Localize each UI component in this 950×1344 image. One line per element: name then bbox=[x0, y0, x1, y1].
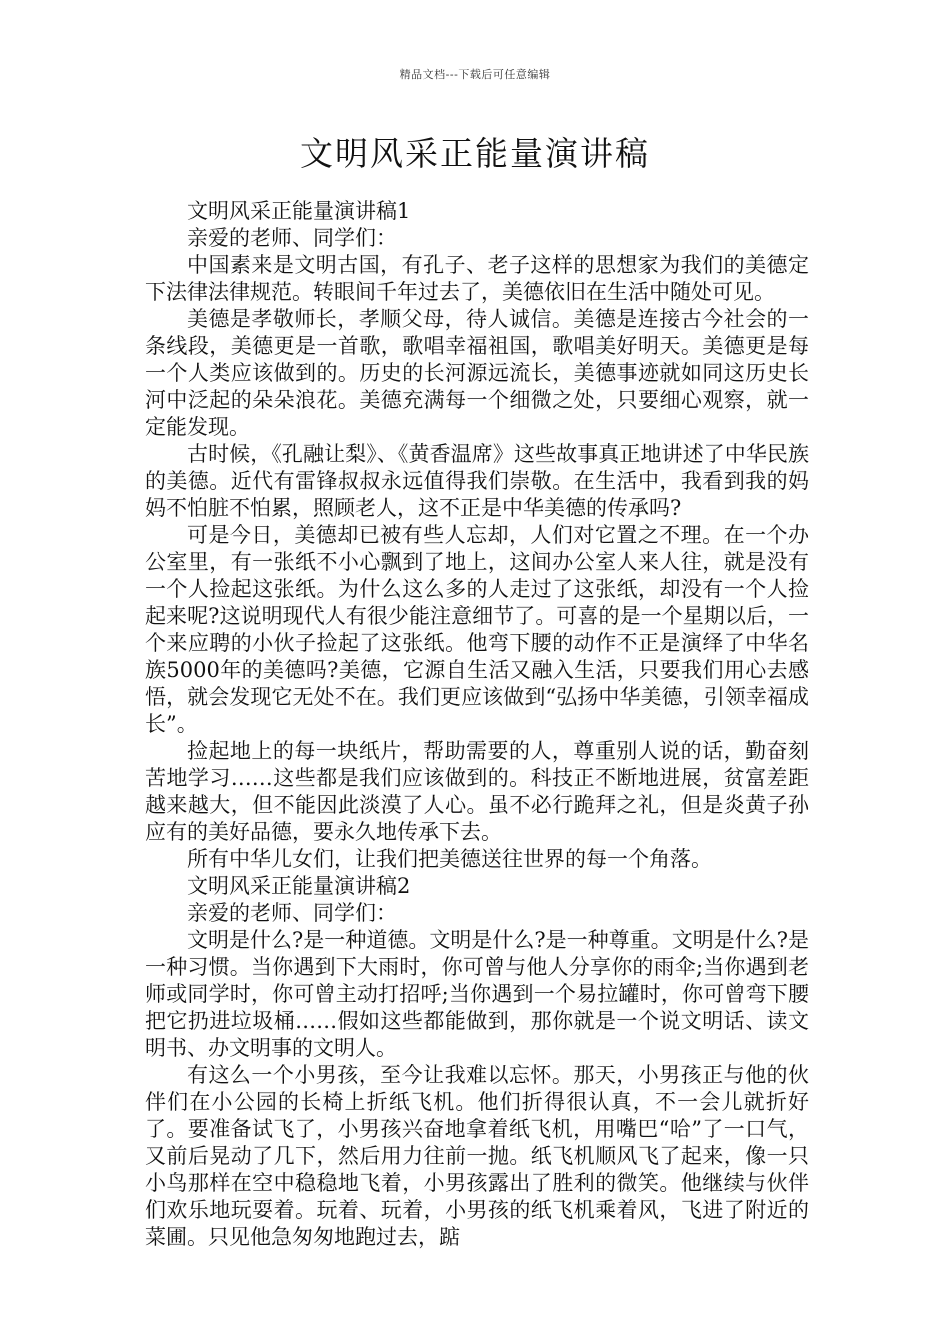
paragraph: 亲爱的老师、同学们： bbox=[187, 901, 397, 925]
document-body bbox=[145, 198, 809, 1251]
paragraph: 文明风采正能量演讲稿1 bbox=[187, 199, 411, 223]
paragraph: 有这么一个小男孩，至今让我难以忘怀。那天，小男孩正与他的伙伴们在小公园的长椅上折纸飞机。他们折得很认真，不一会儿就折好了。要准备试飞了，小男孩兴奋地拿着纸飞机，用嘴巴“哈”了一口气，又前后晃动了几下，然后用力往前一抛。纸飞机顺风飞了起来，像一只小鸟那样在空中稳稳地飞着，小男孩露出了胜利的微笑。他继续与伙伴们欢乐地玩耍着。玩着、玩着，小男孩的纸飞机乘着风，飞进了附近的菜圃。只见他急匆匆地跑过去，踮 bbox=[145, 1063, 809, 1249]
paragraph: 中国素来是文明古国，有孔子、老子这样的思想家为我们的美德定下法律法律规范。转眼间千年过去了，美德依旧在生活中随处可见。 bbox=[145, 253, 809, 304]
header-note: 精品文档---下载后可任意编辑 bbox=[399, 68, 551, 81]
paragraph: 美德是孝敬师长，孝顺父母，待人诚信。美德是连接古今社会的一条线段，美德更是一首歌，歌唱幸福祖国，歌唱美好明天。美德更是每一个人类应该做到的。历史的长河源远流长，美德事迹就如同这历史长河中泛起的朵朵浪花。美德充满每一个细微之处，只要细心观察，就一定能发现。 bbox=[145, 307, 809, 439]
paragraph: 古时候，《孔融让梨》、《黄香温席》这些故事真正地讲述了中华民族的美德。近代有雷锋叔叔永远值得我们崇敬。在生活中，我看到我的妈妈不怕脏不怕累，照顾老人，这不正是中华美德的传承吗? bbox=[145, 442, 809, 520]
paragraph: 捡起地上的每一块纸片，帮助需要的人，尊重别人说的话，勤奋刻苦地学习……这些都是我们应该做到的。科技正不断地进展，贫富差距越来越大，但不能因此淡漠了人心。虽不必行跪拜之礼，但是炎黄子孙应有的美好品德，要永久地传承下去。 bbox=[145, 739, 809, 844]
paragraph: 可是今日，美德却已被有些人忘却，人们对它置之不理。在一个办公室里，有一张纸不小心飘到了地上，这间办公室人来人往，就是没有一个人捡起这张纸。为什么这么多的人走过了这张纸，却没有一个人捡起来呢?这说明现代人有很少能注意细节了。可喜的是一个星期以后，一个来应聘的小伙子捡起了这张纸。他弯下腰的动作不正是演绎了中华名族5000年的美德吗?美德，它源自生活又融入生活，只要我们用心去感悟，就会发现它无处不在。我们更应该做到“弘扬中华美德，引领幸福成长”。 bbox=[145, 523, 809, 736]
paragraph: 所有中华儿女们，让我们把美德送往世界的每一个角落。 bbox=[187, 847, 712, 871]
paragraph: 文明风采正能量演讲稿2 bbox=[187, 874, 411, 898]
document-title: 文明风采正能量演讲稿 bbox=[300, 134, 650, 173]
paragraph: 亲爱的老师、同学们： bbox=[187, 226, 397, 250]
paragraph: 文明是什么?是一种道德。文明是什么?是一种尊重。文明是什么?是一种习惯。当你遇到下大雨时，你可曾与他人分享你的雨伞;当你遇到老师或同学时，你可曾主动打招呼;当你遇到一个易拉罐时，你可曾弯下腰把它扔进垃圾桶……假如这些都能做到，那你就是一个说文明话、读文明书、办文明事的文明人。 bbox=[145, 928, 809, 1060]
